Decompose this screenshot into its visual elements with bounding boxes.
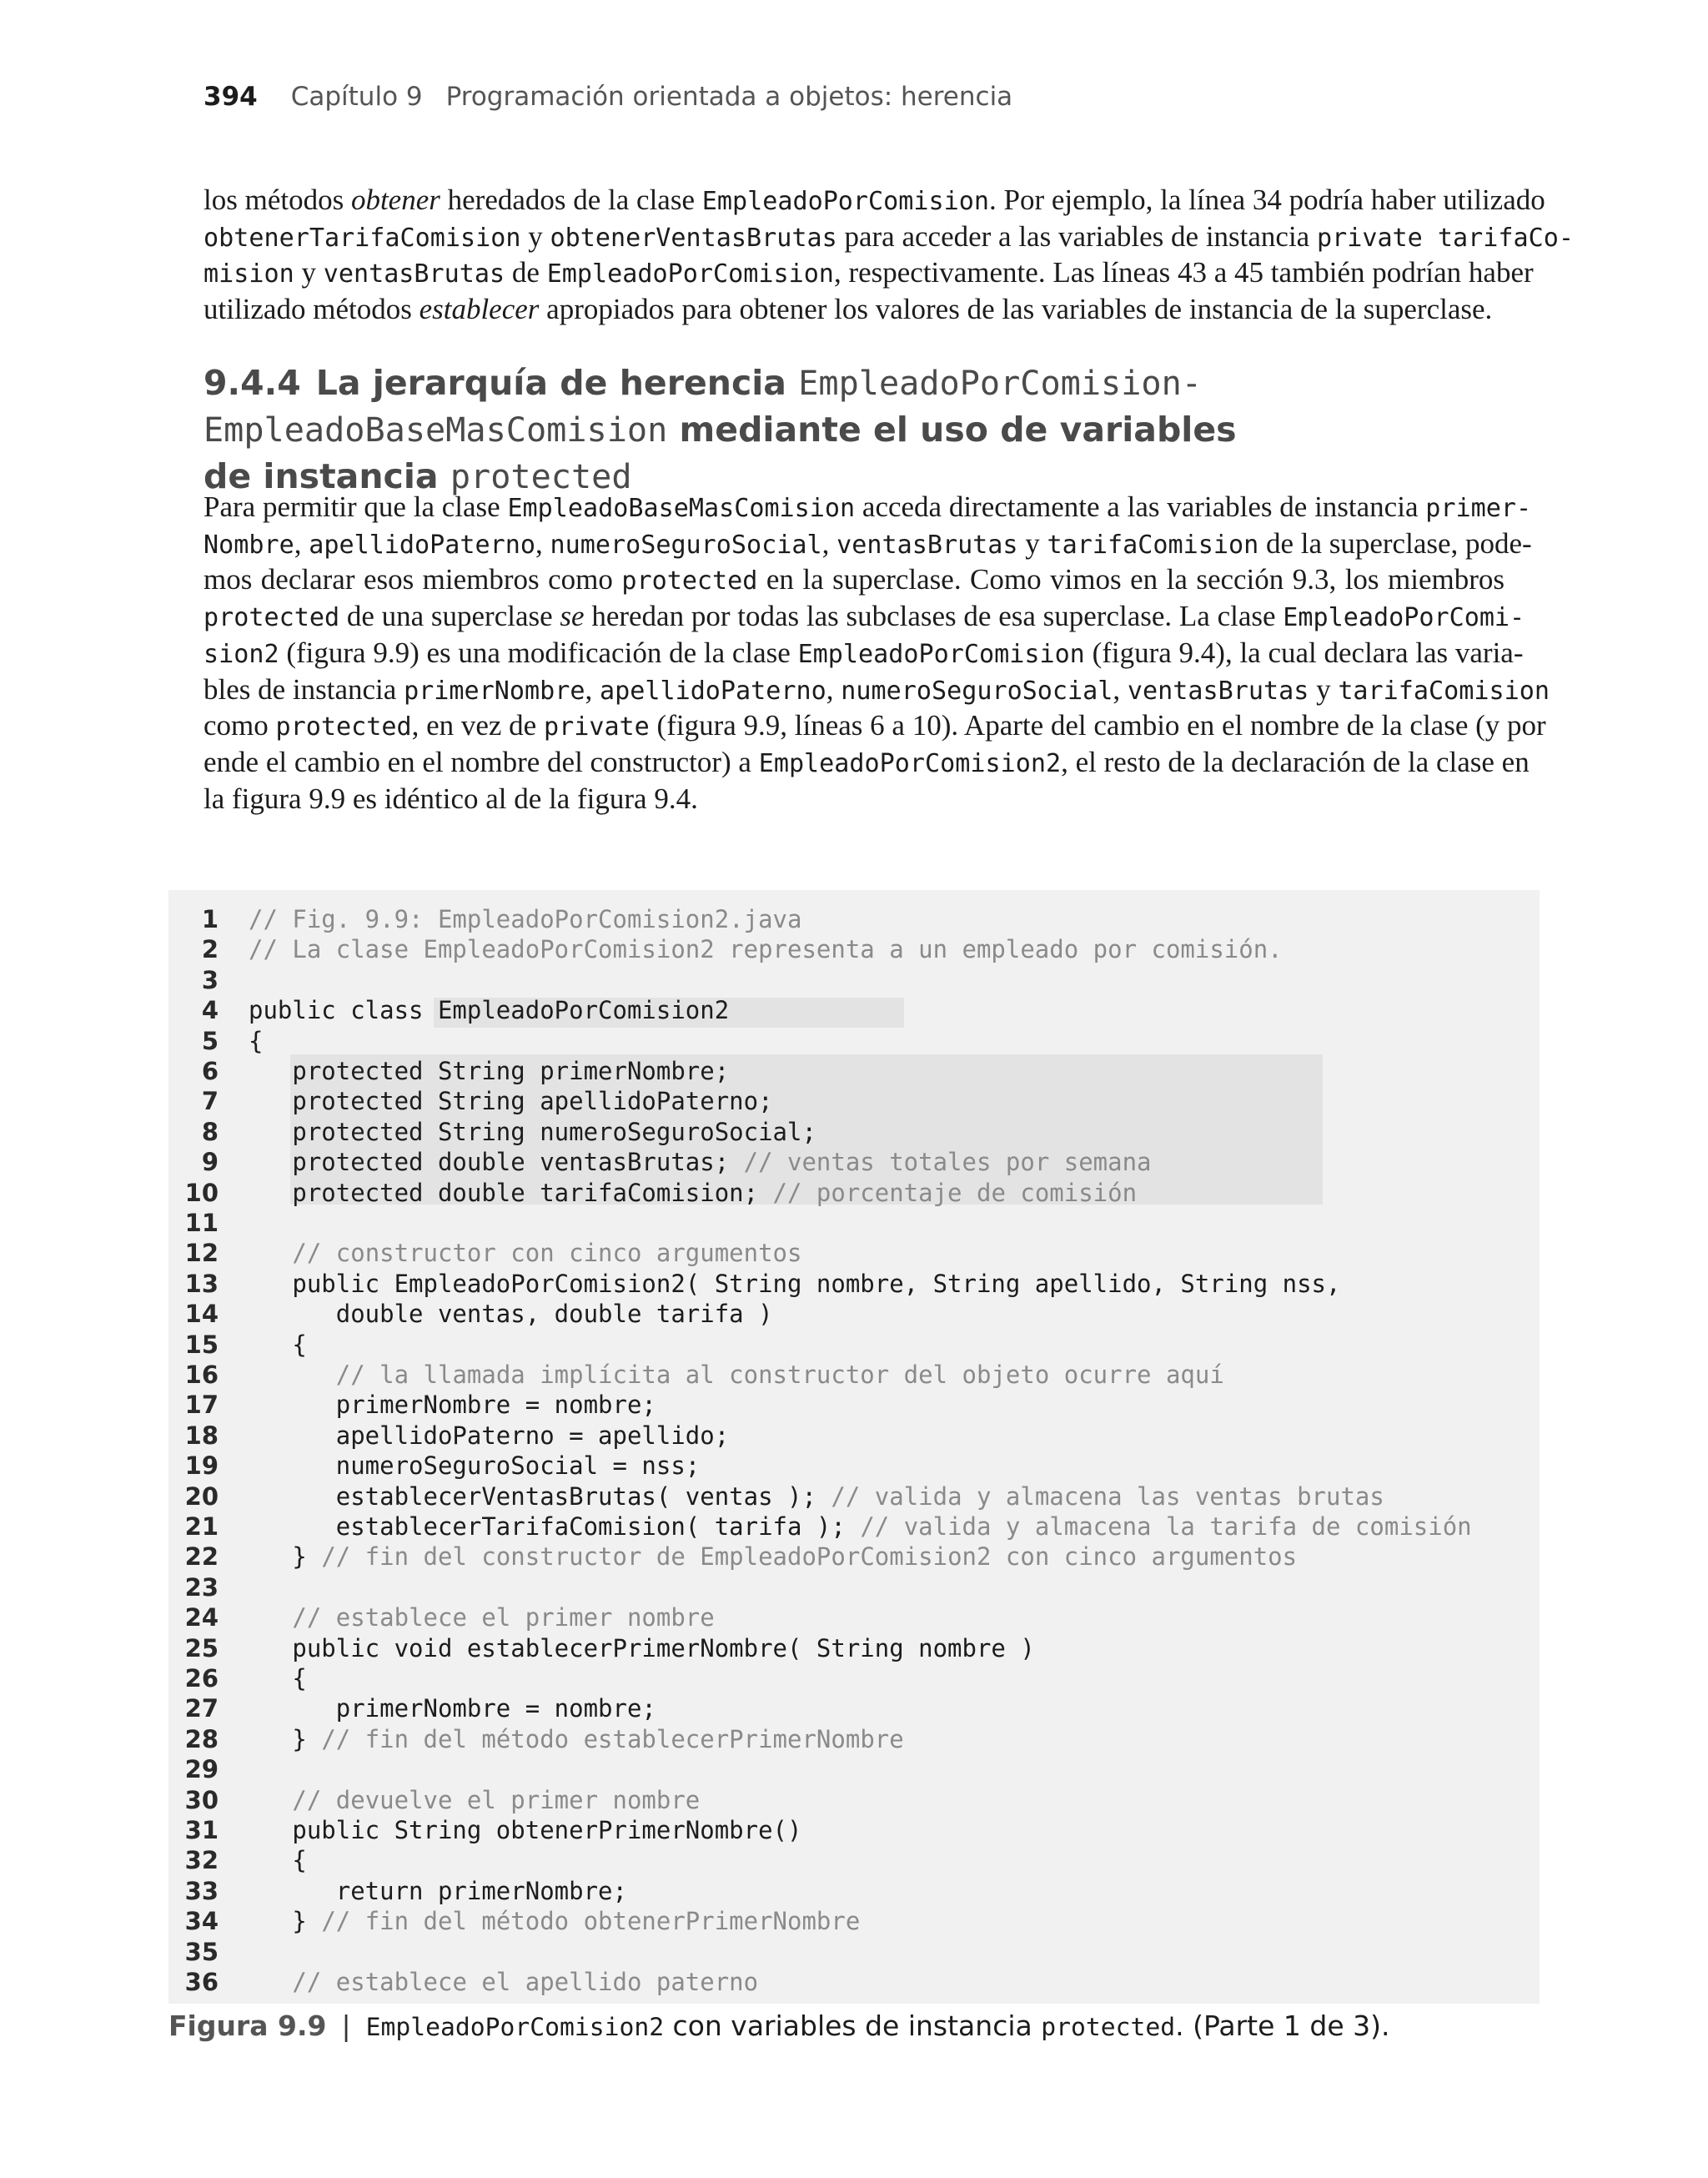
code-line <box>168 1633 1035 1663</box>
section-number: 9.4.4 <box>203 363 301 403</box>
code-comment: // fin del método obtenerPrimerNombre <box>321 1907 861 1936</box>
intro-text: heredados de la clase <box>440 184 702 216</box>
code-text: establecerTarifaComision( tarifa ); <box>249 1512 861 1541</box>
body-code: EmpleadoPorComision <box>797 639 1085 669</box>
code-line <box>168 1299 773 1329</box>
body-emphasis: se <box>560 600 585 633</box>
line-number: 11 <box>184 1209 219 1237</box>
code-line <box>168 1390 656 1420</box>
figure-label: Figura 9.9 <box>168 2009 327 2042</box>
line-number: 21 <box>184 1512 219 1541</box>
body-text: , el resto de la declaración de la clase en <box>1061 745 1530 778</box>
intro-code: obtenerTarifaComision <box>203 223 521 253</box>
code-text: return primerNombre; <box>249 1876 627 1905</box>
code-line <box>168 1937 249 1967</box>
intro-text: . Por ejemplo, la línea 34 podría haber utilizado <box>989 184 1545 216</box>
code-text: primerNombre = nombre; <box>249 1391 656 1420</box>
body-text: , <box>1113 672 1128 706</box>
intro-line <box>203 292 1505 327</box>
line-number: 22 <box>184 1542 219 1572</box>
body-code: ventasBrutas <box>836 530 1018 560</box>
intro-code: ventasBrutas <box>323 259 505 289</box>
line-number: 20 <box>184 1481 219 1511</box>
intro-text: de <box>505 256 547 289</box>
body-text: y <box>1017 526 1047 560</box>
paragraph-intro <box>203 183 1574 327</box>
code-text: protected String apellidoPaterno; <box>249 1087 773 1116</box>
code-line <box>168 1845 307 1875</box>
body-text: mos declarar esos miembros como <box>203 563 622 596</box>
line-number: 13 <box>184 1269 219 1298</box>
code-text: public void establecerPrimerNombre( String nombre ) <box>249 1633 1035 1662</box>
body-line <box>203 708 1546 745</box>
body-text: heredan por todas las subclases de esa superclase. La clase <box>584 600 1284 633</box>
body-code: protected <box>275 712 412 742</box>
line-number: 31 <box>184 1816 219 1844</box>
line-number: 33 <box>184 1876 219 1905</box>
code-text: numeroSeguroSocial = nss; <box>249 1451 701 1481</box>
code-comment: // fin del constructor de EmpleadoPorComision2 con cinco argumentos <box>321 1542 1298 1572</box>
code-line <box>168 1421 729 1451</box>
code-comment: // Fig. 9.9: EmpleadoPorComision2.java <box>249 905 802 933</box>
body-code: numeroSeguroSocial <box>550 530 822 560</box>
code-text: protected double tarifaComision; <box>249 1178 773 1207</box>
body-code: EmpleadoBaseMasComision <box>507 494 856 523</box>
body-text: (figura 9.9) es una modificación de la clase <box>279 636 798 669</box>
code-line <box>168 1512 1472 1542</box>
code-text <box>249 1239 292 1267</box>
intro-text: y <box>294 256 324 289</box>
code-comment: // porcentaje de comisión <box>772 1178 1138 1207</box>
code-text: protected double ventasBrutas; <box>249 1148 744 1177</box>
body-line <box>203 745 1530 782</box>
code-line <box>168 1269 1340 1299</box>
line-number: 7 <box>201 1087 219 1116</box>
code-text: protected String numeroSeguroSocial; <box>249 1117 816 1146</box>
section-heading <box>203 360 1505 500</box>
body-text: Para permitir que la clase <box>203 490 508 523</box>
line-number: 8 <box>201 1117 219 1146</box>
code-text: establecerVentasBrutas( ventas ); <box>249 1481 831 1511</box>
line-number: 19 <box>184 1451 219 1481</box>
body-line <box>203 636 1524 672</box>
code-line <box>168 965 249 995</box>
heading-code: EmpleadoBaseMasComision <box>203 411 668 450</box>
code-line <box>168 1876 627 1906</box>
heading-segment <box>316 363 1202 403</box>
heading-text: mediante el uso de variables <box>667 410 1237 450</box>
body-code: tarifaComision <box>1047 530 1259 560</box>
code-line <box>168 1117 816 1147</box>
line-number: 10 <box>184 1178 219 1207</box>
heading-code: protected <box>450 458 632 496</box>
code-listing <box>168 890 1540 2004</box>
code-text: { <box>249 1330 307 1359</box>
body-code: private <box>543 712 650 742</box>
code-comment: // ventas totales por semana <box>743 1148 1152 1177</box>
body-text: (figura 9.4), la cual declara las varia- <box>1084 636 1524 669</box>
body-code: apellidoPaterno <box>599 676 826 706</box>
intro-text: , respectivamente. Las líneas 43 a 45 también podrían haber <box>833 256 1534 289</box>
body-text: , <box>535 526 550 560</box>
body-line <box>203 526 1532 563</box>
line-number: 23 <box>184 1572 219 1602</box>
intro-code: EmpleadoPorComision <box>701 187 989 216</box>
line-number: 36 <box>184 1968 219 1996</box>
line-number: 2 <box>201 935 219 964</box>
chapter-label: Capítulo 9 <box>290 82 423 112</box>
code-text: { <box>249 1026 264 1055</box>
code-comment: // la llamada implícita al constructor del objeto ocurre aquí <box>335 1361 1224 1389</box>
intro-text: los métodos <box>203 184 351 216</box>
code-line <box>168 1238 801 1268</box>
code-line <box>168 1026 263 1056</box>
code-line <box>168 934 1283 964</box>
code-line <box>168 1602 715 1632</box>
code-line <box>168 1967 758 1997</box>
intro-line <box>203 219 1574 256</box>
section-heading-line-2 <box>203 410 1237 450</box>
code-text: } <box>249 1907 322 1936</box>
code-comment: // fin del método establecerPrimerNombre <box>321 1724 904 1753</box>
line-number: 6 <box>201 1057 219 1085</box>
code-line <box>168 1086 773 1116</box>
caption-separator: | <box>341 2009 351 2042</box>
line-number: 15 <box>184 1330 219 1359</box>
figure-caption <box>168 2009 1389 2042</box>
line-number: 14 <box>184 1300 219 1329</box>
line-number: 5 <box>201 1026 219 1055</box>
body-code: protected <box>203 603 340 633</box>
code-text: public String obtenerPrimerNombre() <box>249 1816 802 1844</box>
body-text: , en vez de <box>411 709 544 742</box>
code-line <box>168 1815 801 1845</box>
body-line <box>203 599 1525 636</box>
code-text: double ventas, double tarifa ) <box>249 1300 773 1329</box>
intro-line <box>203 255 1534 292</box>
body-code: primer- <box>1425 494 1532 523</box>
line-number: 25 <box>184 1633 219 1662</box>
body-code: EmpleadoPorComi- <box>1283 603 1525 633</box>
line-number: 34 <box>184 1907 219 1936</box>
code-line <box>168 1663 307 1693</box>
code-line <box>168 1451 700 1481</box>
body-code: numeroSeguroSocial <box>841 676 1113 706</box>
code-comment: // constructor con cinco argumentos <box>292 1239 802 1268</box>
heading-segment <box>203 410 1237 450</box>
intro-text: y <box>520 219 550 253</box>
code-text: { <box>249 1664 307 1693</box>
code-line <box>168 1754 249 1784</box>
body-text: de una superclase <box>339 600 560 633</box>
code-text <box>249 1361 336 1389</box>
code-line <box>168 1147 1152 1177</box>
code-comment: // establece el primer nombre <box>292 1603 715 1632</box>
line-number: 3 <box>201 965 219 994</box>
intro-text: para acceder a las variables de instancia <box>836 219 1317 253</box>
code-text <box>249 1968 292 1996</box>
body-text: de la superclase, pode- <box>1258 526 1532 560</box>
caption-class-name: EmpleadoPorComision2 <box>365 2013 665 2042</box>
body-text: (figura 9.9, líneas 6 a 10). Aparte del cambio en el nombre de la clase (y por <box>649 709 1546 742</box>
code-text <box>249 1786 292 1814</box>
line-number: 28 <box>184 1724 219 1753</box>
line-number: 29 <box>184 1755 219 1784</box>
code-line <box>168 1056 729 1086</box>
code-line <box>168 1724 904 1754</box>
code-text: public EmpleadoPorComision2( String nombre, String apellido, String nss, <box>249 1269 1341 1298</box>
body-text: bles de instancia <box>203 672 404 706</box>
line-number: 35 <box>184 1937 219 1966</box>
line-number: 32 <box>184 1846 219 1875</box>
line-number: 26 <box>184 1664 219 1693</box>
body-text: la figura 9.9 es idéntico al de la figura 9.4. <box>203 782 698 815</box>
intro-text: apropiados para obtener los valores de las variables de instancia de la superclase. <box>539 293 1493 326</box>
code-line <box>168 1178 1137 1208</box>
intro-code: obtenerVentasBrutas <box>550 223 837 253</box>
body-text: y <box>1309 672 1339 706</box>
code-text: protected String primerNombre; <box>249 1057 730 1085</box>
body-text: ende el cambio en el nombre del constructor) a <box>203 745 759 778</box>
code-text: } <box>249 1724 322 1753</box>
code-comment: // valida y almacena la tarifa de comisión <box>860 1512 1472 1541</box>
code-line <box>168 1330 307 1360</box>
code-comment: // La clase EmpleadoPorComision2 representa a un empleado por comisión. <box>249 935 1283 964</box>
body-code: EmpleadoPorComision2 <box>758 748 1062 778</box>
line-number: 1 <box>201 905 219 933</box>
body-line <box>203 490 1532 526</box>
heading-text: La jerarquía de herencia <box>315 363 799 403</box>
intro-emphasis: obtener <box>350 184 440 216</box>
line-number: 4 <box>201 996 219 1025</box>
body-text: , <box>826 672 841 706</box>
code-text: apellidoPaterno = apellido; <box>249 1421 730 1450</box>
code-comment: // establece el apellido paterno <box>292 1968 759 1996</box>
body-text: acceda directamente a las variables de instancia <box>855 490 1426 523</box>
code-line <box>168 995 729 1025</box>
heading-code: EmpleadoPorComision- <box>798 365 1202 403</box>
body-code: protected <box>621 566 758 596</box>
caption-keyword: protected <box>1041 2013 1176 2042</box>
paragraph-protected <box>203 490 1550 816</box>
intro-code: EmpleadoPorComision <box>546 259 834 289</box>
code-text: { <box>249 1846 307 1875</box>
body-line <box>203 672 1550 709</box>
code-text <box>249 1603 292 1632</box>
body-code: sion2 <box>203 639 279 669</box>
line-number: 30 <box>184 1785 219 1814</box>
code-text: primerNombre = nombre; <box>249 1694 656 1723</box>
body-text: , <box>821 526 837 560</box>
code-line <box>168 904 801 934</box>
line-number: 17 <box>184 1391 219 1420</box>
chapter-title: Programación orientada a objetos: herencia <box>445 82 1013 112</box>
body-code: Nombre <box>203 530 294 560</box>
body-text: en la superclase. Como vimos en la sección 9.3, los miembros <box>757 563 1505 596</box>
line-number: 24 <box>184 1603 219 1632</box>
code-line <box>168 1693 656 1723</box>
code-comment: // devuelve el primer nombre <box>292 1785 701 1814</box>
line-number: 12 <box>184 1239 219 1268</box>
code-line <box>168 1906 860 1936</box>
intro-code: private tarifaCo- <box>1316 223 1574 253</box>
line-number: 9 <box>201 1148 219 1177</box>
intro-emphasis: establecer <box>419 293 540 326</box>
line-number: 18 <box>184 1421 219 1450</box>
code-text: } <box>249 1542 322 1572</box>
code-comment: // valida y almacena las ventas brutas <box>831 1481 1384 1511</box>
line-number: 16 <box>184 1361 219 1389</box>
code-line <box>168 1572 249 1602</box>
body-code: apellidoPaterno <box>309 530 535 560</box>
body-code: primerNombre <box>404 676 585 706</box>
code-line <box>168 1208 249 1238</box>
body-line <box>203 782 1505 817</box>
intro-line <box>203 183 1545 219</box>
intro-code: mision <box>203 259 294 289</box>
body-code: ventasBrutas <box>1127 676 1309 706</box>
caption-text: con variables de instancia <box>664 2009 1042 2042</box>
heading-text: de instancia <box>203 456 450 496</box>
line-number: 27 <box>184 1694 219 1723</box>
caption-part: . (Parte 1 de 3). <box>1175 2009 1390 2042</box>
body-line <box>203 562 1505 599</box>
body-code: tarifaComision <box>1338 676 1550 706</box>
section-heading-line-1 <box>203 363 1202 403</box>
running-head <box>203 82 1012 112</box>
page-number: 394 <box>203 82 258 112</box>
code-line <box>168 1481 1384 1512</box>
body-text: , <box>294 526 309 560</box>
code-line <box>168 1360 1224 1390</box>
code-line <box>168 1785 700 1815</box>
body-text: , <box>585 672 600 706</box>
code-line <box>168 1542 1297 1572</box>
intro-text: utilizado métodos <box>203 293 419 326</box>
code-text: public class EmpleadoPorComision2 <box>249 996 730 1025</box>
body-text: como <box>203 709 276 742</box>
